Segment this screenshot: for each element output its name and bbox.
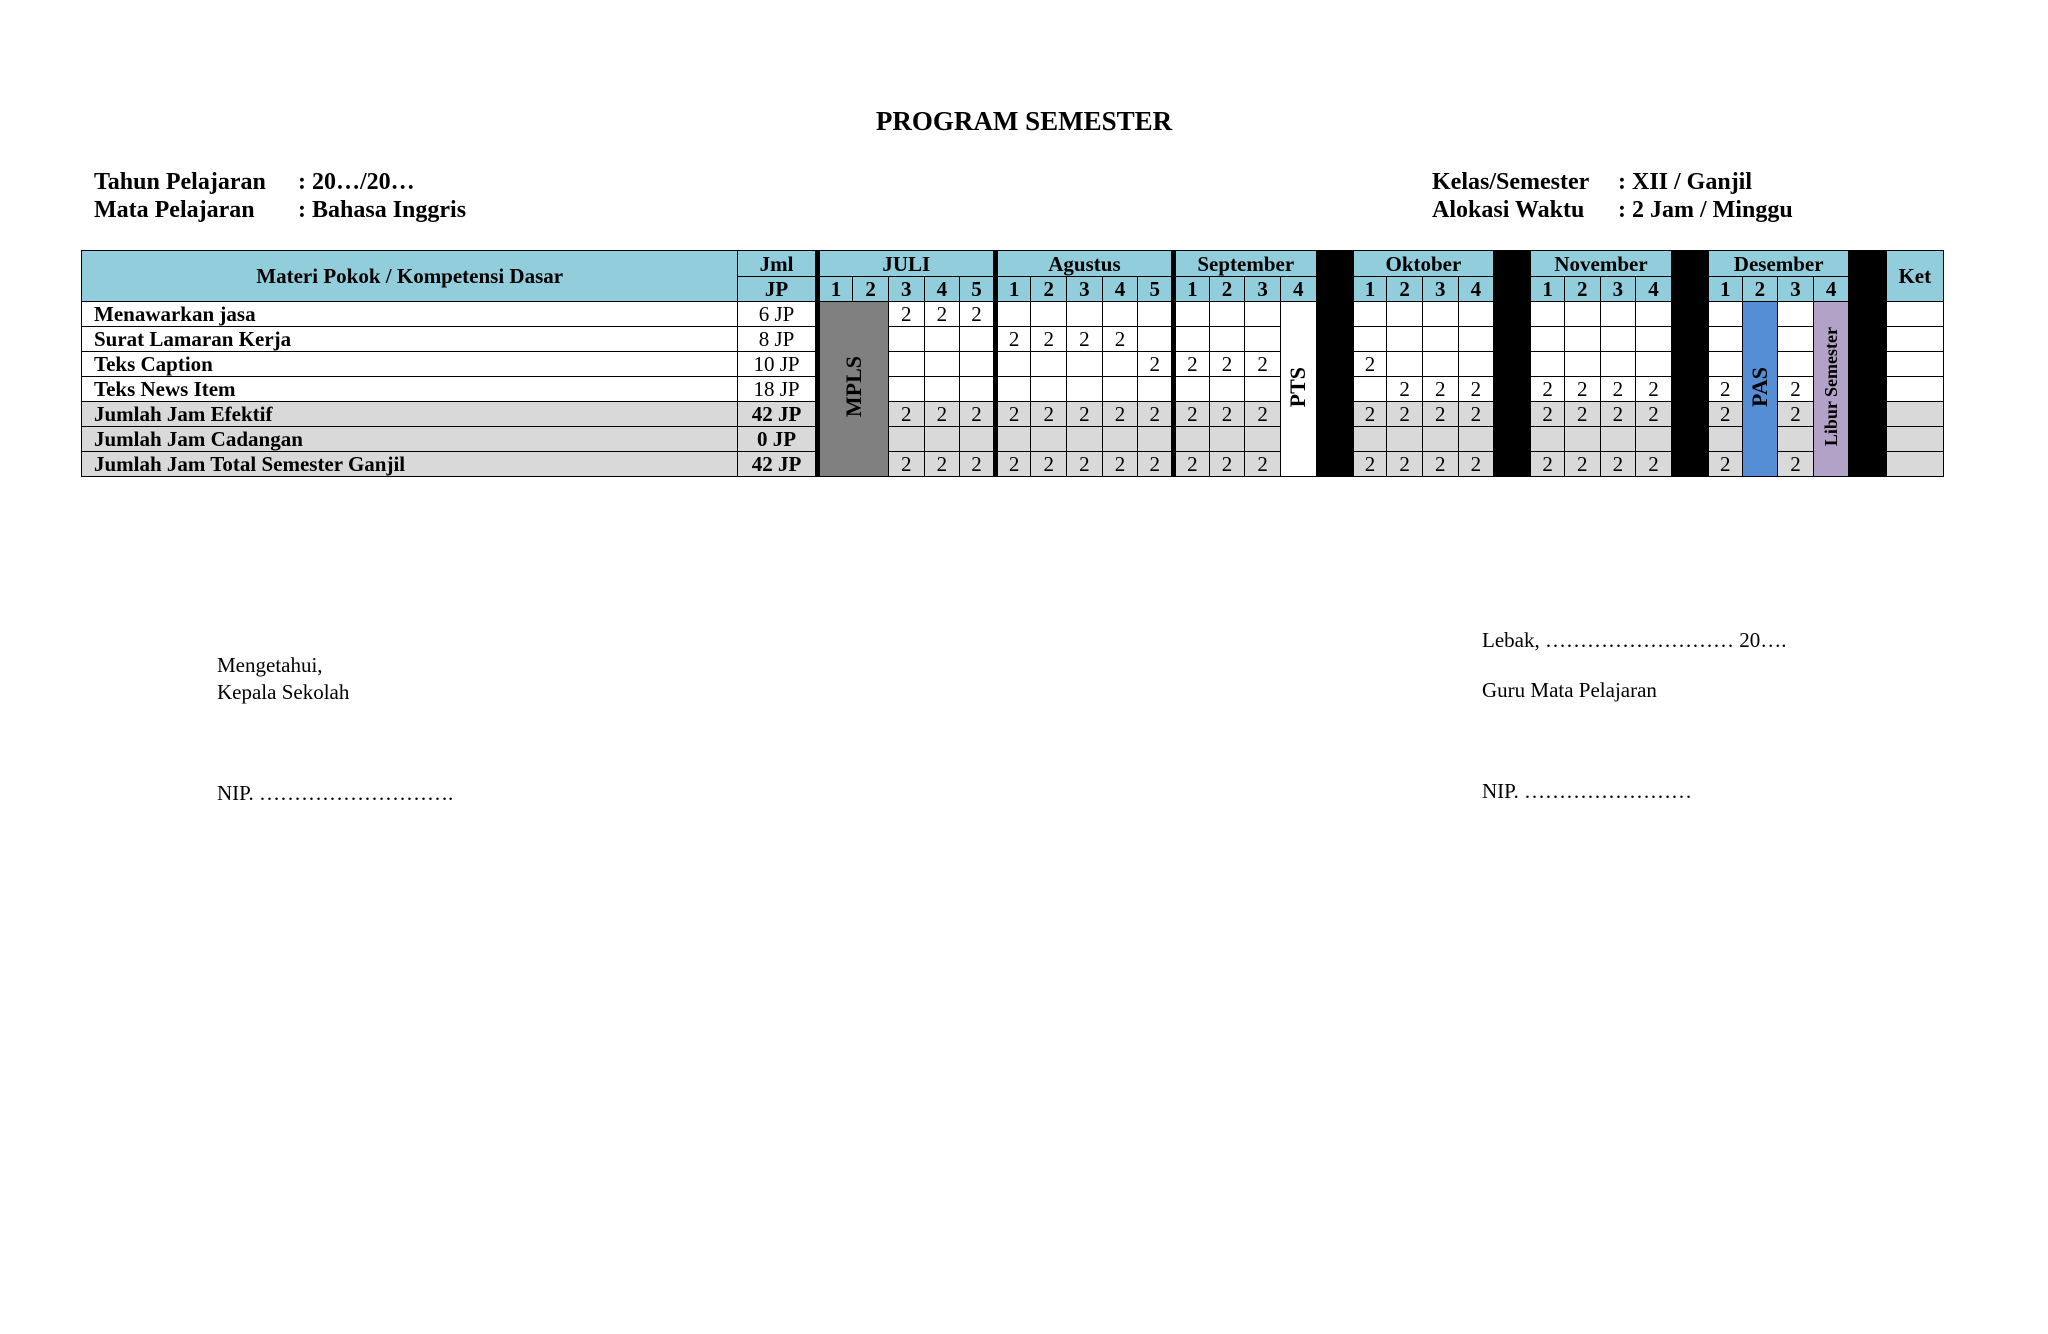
header-month: Agustus (995, 251, 1173, 277)
week-cell (1706, 427, 1742, 452)
week-cell: 2 (1600, 402, 1636, 427)
row-ket (1884, 352, 1943, 377)
header-week: 3 (1600, 277, 1636, 302)
mpls-label: MPLS (840, 356, 866, 418)
week-cell (1422, 352, 1458, 377)
week-cell (1387, 302, 1423, 327)
right-nip: NIP. …………………… (1482, 779, 1693, 803)
row-jp: 42 JP (738, 402, 817, 427)
break-column (1316, 302, 1351, 477)
header-ket: Ket (1884, 251, 1943, 302)
header-week: 2 (853, 277, 889, 302)
week-cell (995, 377, 1031, 402)
week-cell: 2 (1102, 402, 1138, 427)
week-cell: 2 (1387, 452, 1423, 477)
week-cell (888, 327, 924, 352)
week-cell (995, 352, 1031, 377)
row-jp: 6 JP (738, 302, 817, 327)
pts-label: PTS (1285, 366, 1311, 408)
kelas-value: : XII / Ganjil (1618, 169, 1753, 195)
header-break (1849, 251, 1884, 302)
week-cell (995, 427, 1031, 452)
row-label: Jumlah Jam Efektif (82, 402, 738, 427)
table-row (82, 452, 1944, 477)
week-cell: 2 (1209, 352, 1245, 377)
week-cell (888, 377, 924, 402)
week-cell: 2 (1138, 452, 1174, 477)
week-cell: 2 (1067, 452, 1103, 477)
week-cell: 2 (1067, 327, 1103, 352)
header-break (1671, 251, 1706, 302)
week-cell (1387, 427, 1423, 452)
week-cell: 2 (1636, 452, 1672, 477)
week-cell: 2 (1351, 452, 1387, 477)
week-cell: 2 (1102, 452, 1138, 477)
week-cell (1636, 327, 1672, 352)
row-ket (1884, 327, 1943, 352)
tahun-value: : 20…/20… (298, 169, 415, 195)
week-cell (1564, 302, 1600, 327)
week-cell (1529, 302, 1565, 327)
week-cell (1778, 427, 1814, 452)
libur-label: Libur Semester (1821, 327, 1842, 447)
meta-tahun (94, 168, 466, 196)
week-cell (1422, 302, 1458, 327)
table-row (82, 302, 1944, 327)
week-cell (1600, 427, 1636, 452)
break-column (1671, 302, 1706, 477)
week-cell (960, 377, 996, 402)
week-cell (1351, 377, 1387, 402)
meta-kelas (1432, 168, 1793, 196)
guru-mapel-text: Guru Mata Pelajaran (1482, 678, 1657, 702)
week-cell (1351, 327, 1387, 352)
week-cell (1564, 427, 1600, 452)
table-row (82, 352, 1944, 377)
week-cell (960, 352, 996, 377)
header-month: September (1174, 251, 1317, 277)
week-cell (1706, 352, 1742, 377)
week-cell: 2 (924, 402, 960, 427)
week-cell: 2 (1600, 377, 1636, 402)
week-cell (1067, 377, 1103, 402)
table-row (82, 377, 1944, 402)
kepala-sekolah-text: Kepala Sekolah (217, 680, 350, 704)
week-cell: 2 (1778, 452, 1814, 477)
week-cell (1778, 302, 1814, 327)
table-row (82, 427, 1944, 452)
week-cell (1422, 327, 1458, 352)
header-month: November (1529, 251, 1672, 277)
week-cell (1564, 352, 1600, 377)
week-cell: 2 (1706, 402, 1742, 427)
week-cell (888, 352, 924, 377)
week-cell: 2 (1636, 402, 1672, 427)
week-cell: 2 (888, 452, 924, 477)
week-cell (1778, 327, 1814, 352)
week-cell: 2 (1422, 452, 1458, 477)
page-title: PROGRAM SEMESTER (875, 106, 1173, 136)
row-jp: 18 JP (738, 377, 817, 402)
week-cell: 2 (1174, 402, 1210, 427)
week-cell: 2 (1458, 377, 1494, 402)
table-row (82, 402, 1944, 427)
row-label: Menawarkan jasa (82, 302, 738, 327)
week-cell (995, 302, 1031, 327)
week-cell (924, 352, 960, 377)
header-week: 1 (995, 277, 1031, 302)
week-cell: 2 (1209, 452, 1245, 477)
week-cell (924, 427, 960, 452)
week-cell: 2 (1706, 452, 1742, 477)
week-cell: 2 (1174, 452, 1210, 477)
week-cell (1351, 302, 1387, 327)
week-cell (1422, 427, 1458, 452)
header-week: 3 (1422, 277, 1458, 302)
header-week: 1 (1706, 277, 1742, 302)
header-week: 2 (1387, 277, 1423, 302)
row-ket (1884, 377, 1943, 402)
week-cell (1600, 327, 1636, 352)
tahun-label: Tahun Pelajaran (94, 169, 266, 195)
week-cell: 2 (1778, 377, 1814, 402)
header-week: 5 (1138, 277, 1174, 302)
week-cell (1174, 302, 1210, 327)
row-label: Jumlah Jam Total Semester Ganjil (82, 452, 738, 477)
pts-block (1280, 302, 1316, 477)
pas-label: PAS (1746, 367, 1772, 407)
week-cell (1636, 352, 1672, 377)
week-cell (924, 377, 960, 402)
header-week: 1 (817, 277, 853, 302)
header-week: 1 (1351, 277, 1387, 302)
week-cell: 2 (1422, 402, 1458, 427)
header-week: 2 (1031, 277, 1067, 302)
week-cell (888, 427, 924, 452)
week-cell: 2 (1102, 327, 1138, 352)
mengetahui-text: Mengetahui, (217, 653, 323, 677)
meta-mapel (94, 196, 466, 224)
libur-block (1813, 302, 1849, 477)
week-cell (1458, 352, 1494, 377)
week-cell (1564, 327, 1600, 352)
header-week: 4 (924, 277, 960, 302)
header-jp: JP (738, 277, 817, 302)
left-nip: NIP. ………………………. (217, 781, 454, 805)
week-cell: 2 (1458, 452, 1494, 477)
header-month: Desember (1706, 251, 1849, 277)
week-cell: 2 (1138, 352, 1174, 377)
mapel-value: : Bahasa Inggris (298, 197, 467, 223)
kelas-label: Kelas/Semester (1432, 169, 1590, 195)
meta-alokasi (1432, 196, 1793, 224)
week-cell: 2 (1636, 377, 1672, 402)
week-cell: 2 (888, 402, 924, 427)
header-week: 3 (888, 277, 924, 302)
row-label: Surat Lamaran Kerja (82, 327, 738, 352)
header-week: 4 (1636, 277, 1672, 302)
mpls-block (817, 302, 888, 477)
program-semester-table (81, 250, 1944, 477)
week-cell (924, 327, 960, 352)
week-cell (1778, 352, 1814, 377)
pas-block (1742, 302, 1778, 477)
signature-left (217, 652, 453, 807)
week-cell: 2 (1067, 402, 1103, 427)
header-week: 3 (1067, 277, 1103, 302)
week-cell: 2 (924, 302, 960, 327)
week-cell: 2 (1529, 377, 1565, 402)
row-jp: 0 JP (738, 427, 817, 452)
alokasi-label: Alokasi Waktu (1432, 197, 1585, 223)
mapel-label: Mata Pelajaran (94, 197, 255, 223)
row-label: Jumlah Jam Cadangan (82, 427, 738, 452)
header-week: 1 (1529, 277, 1565, 302)
week-cell (1458, 327, 1494, 352)
row-label: Teks Caption (82, 352, 738, 377)
week-cell (1245, 427, 1281, 452)
week-cell: 2 (1706, 377, 1742, 402)
meta-left (94, 168, 466, 224)
week-cell (1138, 327, 1174, 352)
header-week: 2 (1209, 277, 1245, 302)
week-cell: 2 (1138, 402, 1174, 427)
week-cell (1209, 302, 1245, 327)
row-label: Teks News Item (82, 377, 738, 402)
week-cell: 2 (1245, 352, 1281, 377)
week-cell (1600, 302, 1636, 327)
week-cell: 2 (1174, 352, 1210, 377)
week-cell (1102, 427, 1138, 452)
week-cell (1636, 302, 1672, 327)
week-cell (1245, 302, 1281, 327)
week-cell (1102, 302, 1138, 327)
week-cell (1031, 427, 1067, 452)
week-cell (1138, 427, 1174, 452)
week-cell (1706, 327, 1742, 352)
header-break (1316, 251, 1351, 302)
header-break (1494, 251, 1529, 302)
header-materi: Materi Pokok / Kompetensi Dasar (82, 251, 738, 302)
header-month: Oktober (1351, 251, 1494, 277)
meta-right (1432, 168, 1793, 224)
header-week: 1 (1174, 277, 1210, 302)
week-cell: 2 (960, 302, 996, 327)
row-jp: 42 JP (738, 452, 817, 477)
week-cell (1351, 427, 1387, 452)
alokasi-value: : 2 Jam / Minggu (1618, 197, 1793, 223)
header-jml: Jml (738, 251, 817, 277)
week-cell: 2 (1564, 452, 1600, 477)
table-row (82, 327, 1944, 352)
week-cell: 2 (1351, 352, 1387, 377)
week-cell (1031, 352, 1067, 377)
break-column (1849, 302, 1884, 477)
week-cell (1245, 327, 1281, 352)
week-cell (1529, 352, 1565, 377)
header-week: 4 (1458, 277, 1494, 302)
header-week: 2 (1742, 277, 1778, 302)
week-cell: 2 (995, 327, 1031, 352)
row-jp: 10 JP (738, 352, 817, 377)
week-cell (960, 327, 996, 352)
week-cell (1600, 352, 1636, 377)
week-cell (1102, 377, 1138, 402)
week-cell: 2 (1031, 327, 1067, 352)
row-ket (1884, 302, 1943, 327)
week-cell: 2 (1529, 452, 1565, 477)
week-cell: 2 (1387, 402, 1423, 427)
week-cell: 2 (960, 452, 996, 477)
week-cell: 2 (995, 452, 1031, 477)
week-cell (1636, 427, 1672, 452)
week-cell: 2 (1031, 402, 1067, 427)
week-cell: 2 (1422, 377, 1458, 402)
week-cell: 2 (1351, 402, 1387, 427)
week-cell (1067, 352, 1103, 377)
header-week: 3 (1778, 277, 1814, 302)
week-cell (1245, 377, 1281, 402)
header-week: 4 (1280, 277, 1316, 302)
week-cell (1138, 377, 1174, 402)
week-cell (1174, 327, 1210, 352)
header-week: 4 (1102, 277, 1138, 302)
week-cell: 2 (1245, 452, 1281, 477)
row-jp: 8 JP (738, 327, 817, 352)
week-cell: 2 (995, 402, 1031, 427)
week-cell (1031, 377, 1067, 402)
week-cell (1387, 327, 1423, 352)
week-cell (960, 427, 996, 452)
header-week: 4 (1813, 277, 1849, 302)
row-ket (1884, 402, 1943, 427)
week-cell: 2 (1529, 402, 1565, 427)
week-cell: 2 (960, 402, 996, 427)
week-cell (1387, 352, 1423, 377)
week-cell: 2 (1564, 377, 1600, 402)
week-cell (1209, 377, 1245, 402)
week-cell (1067, 427, 1103, 452)
week-cell (1031, 302, 1067, 327)
week-cell (1209, 427, 1245, 452)
week-cell (1529, 327, 1565, 352)
week-cell: 2 (1031, 452, 1067, 477)
header-week: 2 (1564, 277, 1600, 302)
week-cell (1174, 427, 1210, 452)
header-week: 5 (960, 277, 996, 302)
week-cell: 2 (924, 452, 960, 477)
week-cell (1529, 427, 1565, 452)
week-cell (1458, 302, 1494, 327)
week-cell: 2 (1600, 452, 1636, 477)
signature-right (1482, 627, 1786, 805)
week-cell (1102, 352, 1138, 377)
week-cell (1706, 302, 1742, 327)
week-cell: 2 (1458, 402, 1494, 427)
break-column (1494, 302, 1529, 477)
week-cell (1458, 427, 1494, 452)
week-cell: 2 (1387, 377, 1423, 402)
week-cell (1138, 302, 1174, 327)
week-cell: 2 (888, 302, 924, 327)
week-cell: 2 (1778, 402, 1814, 427)
week-cell (1067, 302, 1103, 327)
row-ket (1884, 452, 1943, 477)
week-cell (1174, 377, 1210, 402)
header-month: JULI (817, 251, 995, 277)
row-ket (1884, 427, 1943, 452)
header-row-months (82, 251, 1944, 277)
week-cell: 2 (1564, 402, 1600, 427)
week-cell: 2 (1209, 402, 1245, 427)
week-cell (1209, 327, 1245, 352)
header-week: 3 (1245, 277, 1281, 302)
week-cell: 2 (1245, 402, 1281, 427)
place-date-text: Lebak, ……………………… 20…. (1482, 628, 1787, 652)
